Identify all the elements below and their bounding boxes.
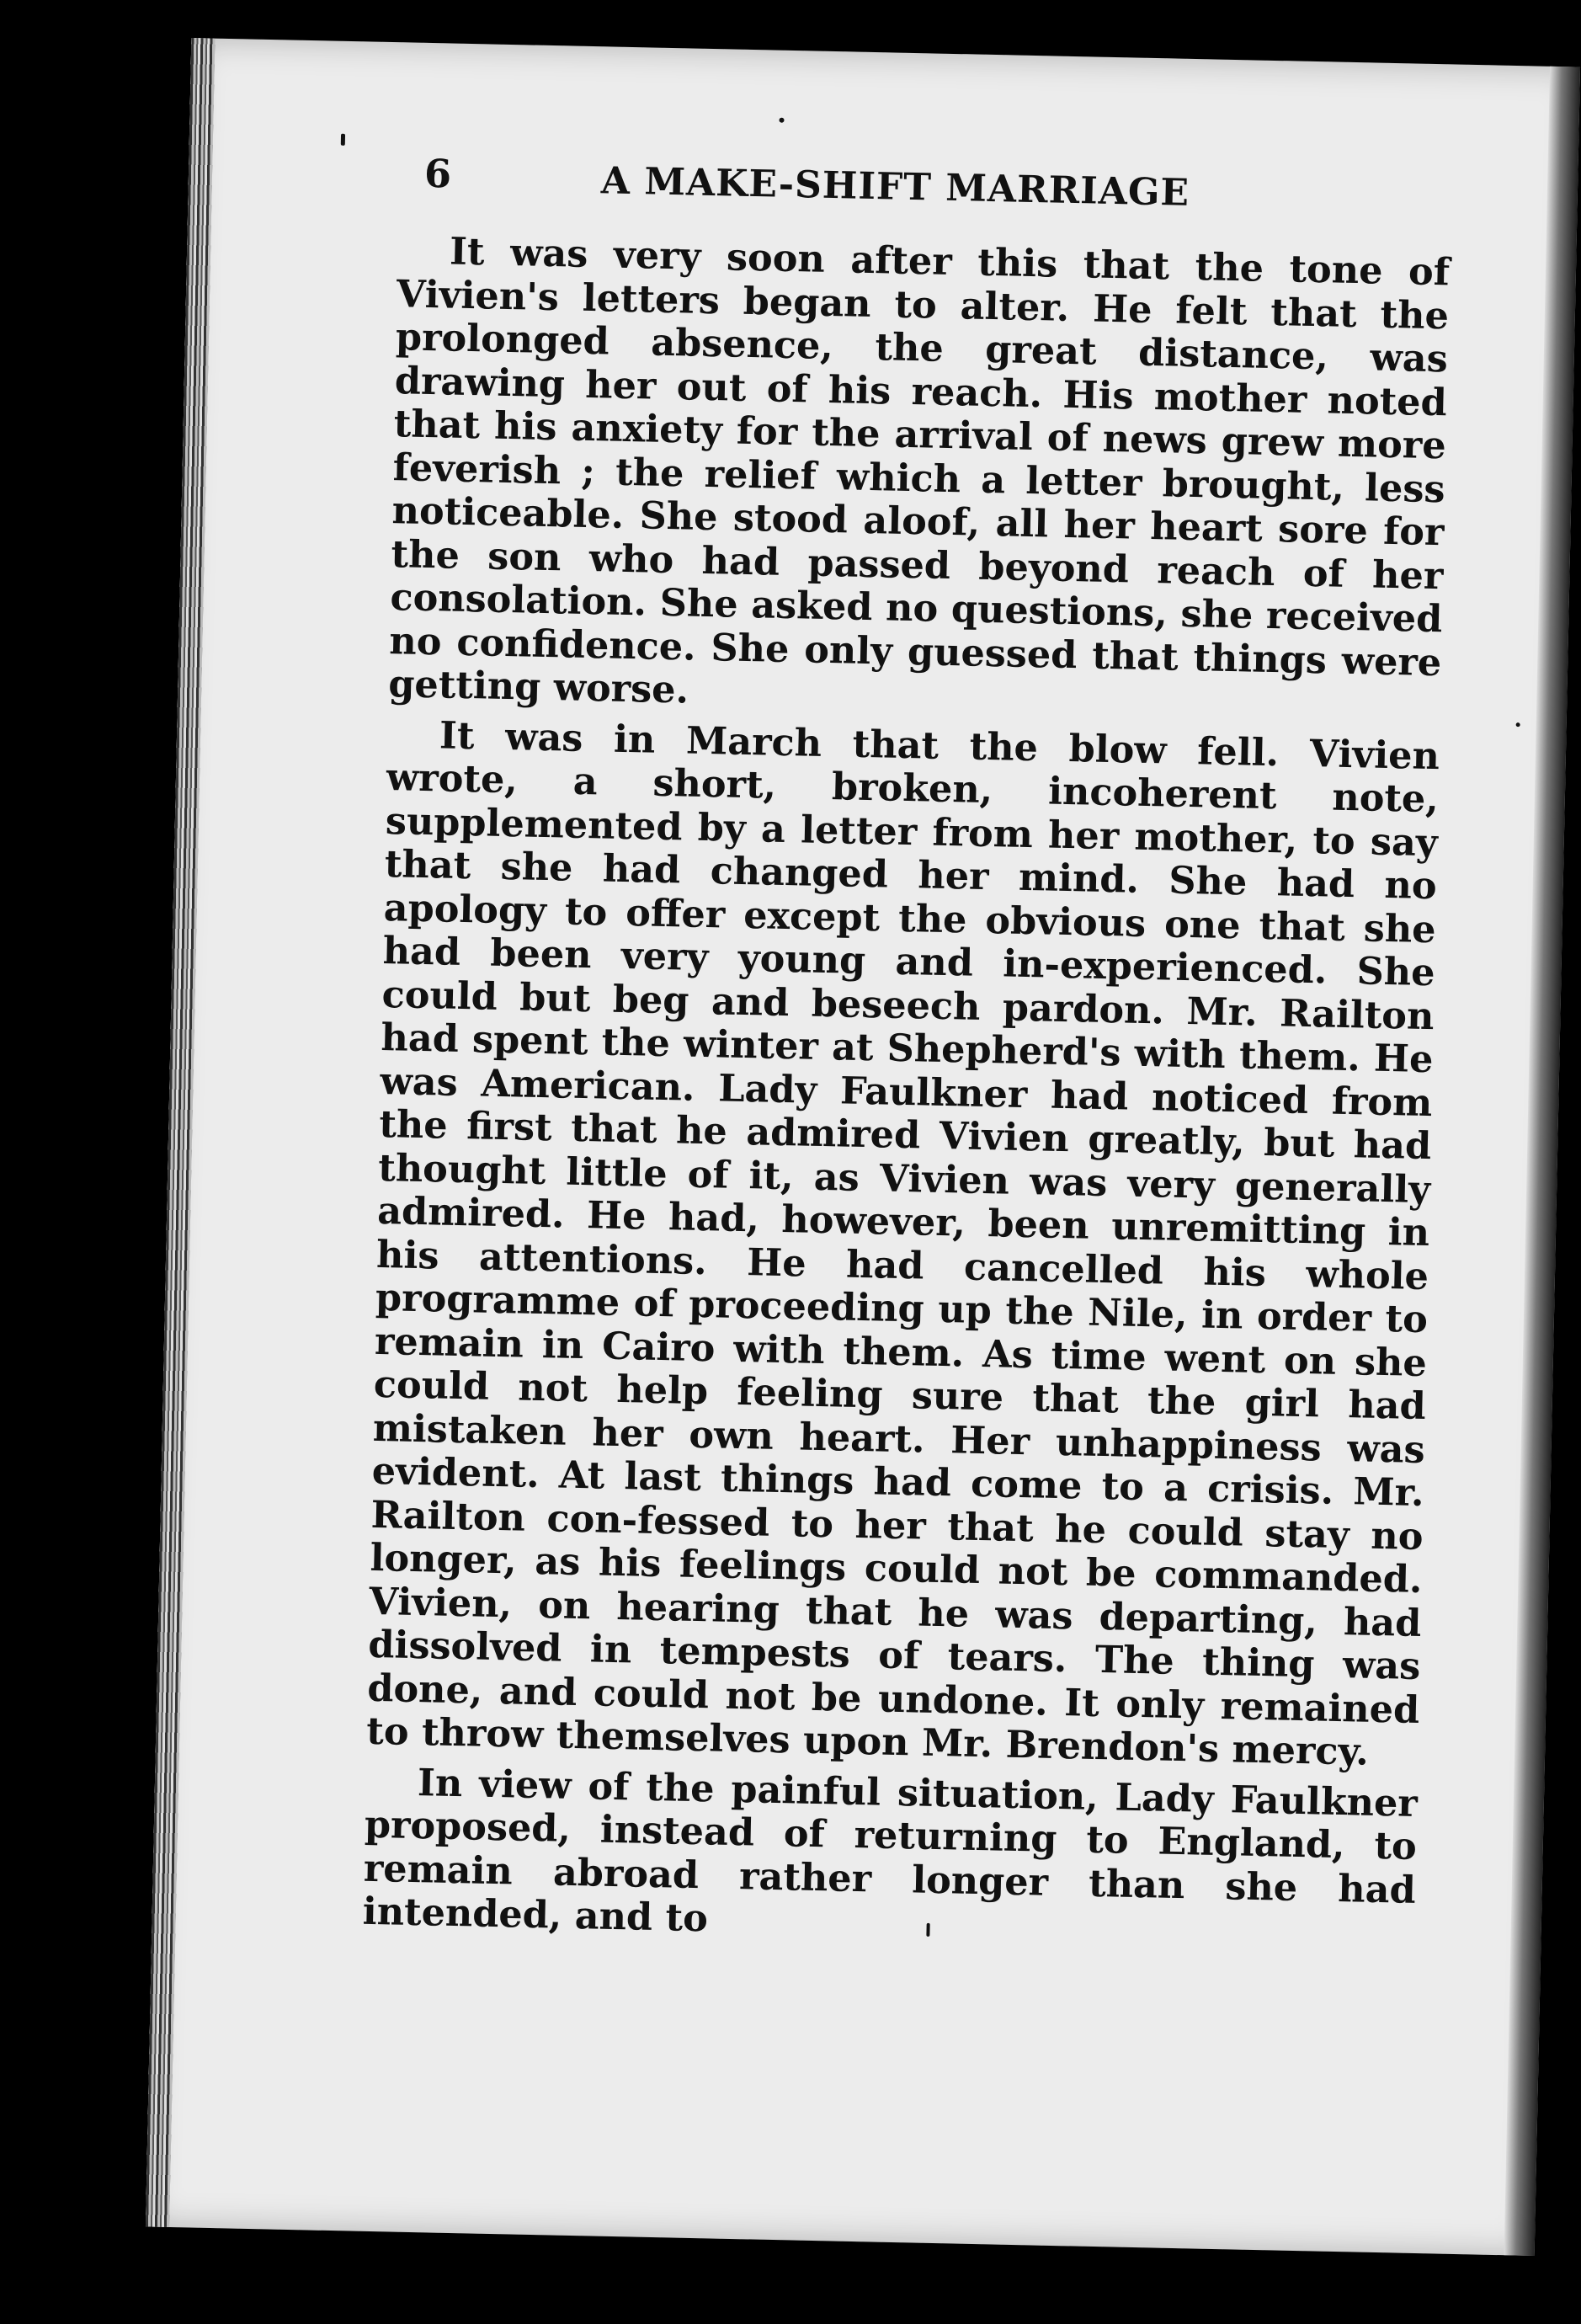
paragraph-1: It was very soon after this that the tone of Vivien's letters began to alter. He felt that the prolonged absence, the great distance, was drawing her out of his reach. His mother noted that his anxiety for the arrival of news grew more feverish ; the relief which a letter brought, less noticeable. She stood aloof, all her heart sore for the son who had passed beyond reach of her consolation. She asked no questions, she received no confidence. She only guessed that things were getting worse. [387, 229, 1451, 712]
paragraph-2: It was in March that the blow fell. Vivien wrote, a short, broken, incoherent note, supplemented by a letter from her mother, to say that she had changed her mind. She had no apology to offer except the obvious one that she had been very young and in-experienced. She could but beg and beseech pardon. Mr. Railton had spent the winter at Shepherd's with them. He was American. Lady Faulkner had noticed from the first that he admired Vivien greatly, but had thought little of it, as Vivien was very generally admired. He had, however, been unremitting in his attentions. He had cancelled his whole programme of proceeding up the Nile, in order to remain in Cairo with them. As time went on she could not help feeling sure that the girl had mistaken her own heart. Her unhappiness was evident. At last things had come to a crisis. Mr. Railton con-fessed to her that he could stay no longer, as his feelings could not be commanded. Vivien, on hearing that he was departing, had dissolved in tempests of tears. The thing was done, and could not be undone. It only remained to throw themselves upon Mr. Brendon's mercy. [365, 712, 1440, 1774]
page-edge-left [146, 38, 215, 2227]
scan-speck [926, 1923, 929, 1937]
page-number: 6 [423, 150, 452, 197]
running-title: A MAKE-SHIFT MARRIAGE [600, 159, 1190, 215]
scan-speck [341, 134, 345, 146]
paragraph-3: In view of the painful situation, Lady Faulkner proposed, instead of returning to England, to remain abroad rather longer than she had intended, and to [362, 1760, 1419, 1941]
scan-speck [779, 118, 784, 123]
scan-speck [1516, 722, 1520, 727]
page-header [423, 151, 1451, 232]
page-edge-right [1504, 67, 1580, 2256]
body-text [362, 229, 1450, 1962]
book-page [146, 38, 1580, 2256]
